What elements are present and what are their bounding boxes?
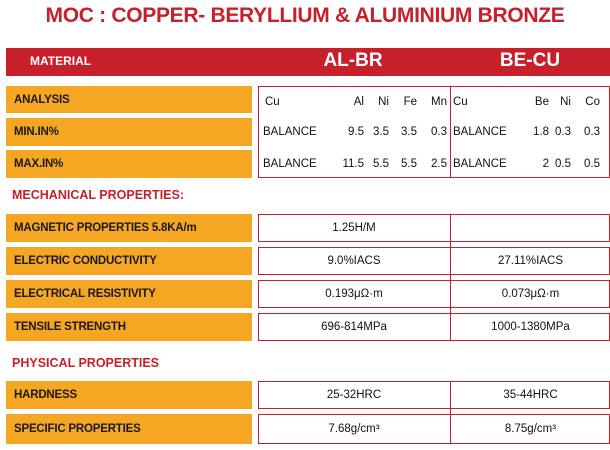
becu-element-ni: Ni bbox=[560, 96, 571, 108]
albr-conductivity-value: 9.0%IACS bbox=[327, 255, 381, 267]
albr-min-al: 9.5 bbox=[348, 126, 364, 138]
albr-element-mn: Mn bbox=[431, 96, 447, 108]
section-heading-mechanical: MECHANICAL PROPERTIES: bbox=[12, 188, 185, 202]
becu-max-ni: 0.5 bbox=[555, 158, 571, 170]
albr-element-al: Al bbox=[353, 96, 364, 108]
becu-hardness-value: 35-44HRC bbox=[503, 389, 558, 401]
label-tensile-strength: TENSILE STRENGTH bbox=[6, 313, 252, 341]
becu-specific-value: 8.75g/cm³ bbox=[504, 423, 557, 435]
becu-element-be: Be bbox=[534, 96, 549, 108]
albr-min-mn: 0.3 bbox=[431, 126, 447, 138]
becu-min-cu: BALANCE bbox=[453, 126, 507, 138]
section-heading-physical: PHYSICAL PROPERTIES bbox=[12, 356, 160, 370]
label-magnetic-properties: MAGNETIC PROPERTIES 5.8KA/m bbox=[6, 214, 252, 242]
albr-max-fe: 5.5 bbox=[401, 158, 417, 170]
becu-magnetic-value bbox=[451, 214, 610, 242]
albr-element-ni: Ni bbox=[378, 96, 389, 108]
label-specific-properties: SPECIFIC PROPERTIES bbox=[6, 414, 252, 444]
becu-element-cu: Cu bbox=[453, 96, 468, 108]
becu-min-co: 0.3 bbox=[584, 126, 600, 138]
label-electric-conductivity: ELECTRIC CONDUCTIVITY bbox=[6, 247, 252, 275]
becu-conductivity-value: 27.11%IACS bbox=[498, 255, 563, 267]
page-title: MOC : COPPER- BERYLLIUM & ALUMINIUM BRONZE bbox=[45, 4, 565, 27]
albr-magnetic-value: 1.25H/M bbox=[332, 222, 376, 234]
albr-max-mn: 2.5 bbox=[431, 158, 447, 170]
becu-max-be: 2 bbox=[542, 158, 549, 170]
label-min-percent: MIN.IN% bbox=[6, 118, 252, 146]
becu-tensile-value: 1000-1380MPa bbox=[491, 321, 570, 333]
becu-min-be: 1.8 bbox=[533, 126, 549, 138]
albr-tensile-value: 696-814MPa bbox=[321, 321, 387, 333]
albr-min-ni: 3.5 bbox=[373, 126, 389, 138]
label-hardness: HARDNESS bbox=[6, 381, 252, 409]
header-al-br: AL-BR bbox=[323, 50, 383, 71]
albr-max-al: 11.5 bbox=[342, 158, 364, 170]
albr-element-cu: Cu bbox=[265, 96, 280, 108]
label-analysis: ANALYSIS bbox=[6, 86, 252, 113]
header-material-label: MATERIAL bbox=[30, 54, 92, 68]
label-max-percent: MAX.IN% bbox=[6, 150, 252, 178]
column-divider bbox=[450, 86, 451, 178]
becu-max-co: 0.5 bbox=[584, 158, 600, 170]
albr-resistivity-value: 0.193μΩ·m bbox=[325, 288, 383, 300]
albr-max-ni: 5.5 bbox=[373, 158, 389, 170]
albr-specific-value: 7.68g/cm³ bbox=[328, 423, 380, 435]
header-be-cu: BE-CU bbox=[499, 50, 561, 71]
label-electrical-resistivity: ELECTRICAL RESISTIVITY bbox=[6, 280, 252, 308]
becu-resistivity-value: 0.073μΩ·m bbox=[501, 288, 560, 300]
albr-hardness-value: 25-32HRC bbox=[326, 389, 382, 401]
becu-min-ni: 0.3 bbox=[555, 126, 571, 138]
becu-max-cu: BALANCE bbox=[453, 158, 507, 170]
albr-element-fe: Fe bbox=[403, 96, 417, 108]
albr-max-cu: BALANCE bbox=[263, 158, 317, 170]
albr-min-cu: BALANCE bbox=[263, 126, 317, 138]
becu-element-co: Co bbox=[585, 96, 600, 108]
albr-min-fe: 3.5 bbox=[401, 126, 417, 138]
